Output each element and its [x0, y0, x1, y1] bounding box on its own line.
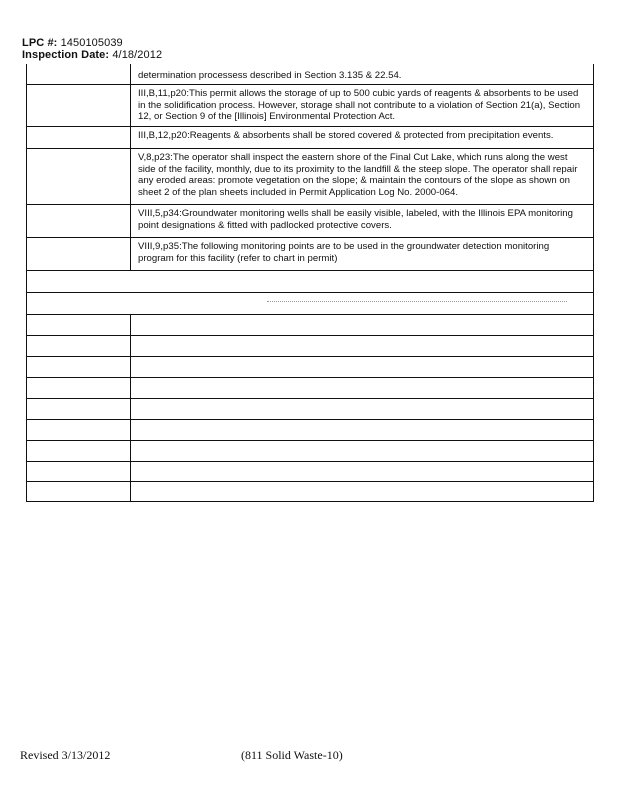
blank-cell	[27, 271, 593, 292]
table-row	[27, 335, 593, 356]
form-number: (811 Solid Waste-10)	[241, 748, 343, 762]
blank-cell	[131, 357, 593, 377]
blank-cell	[27, 357, 131, 377]
row-status-cell	[27, 85, 131, 126]
table-row-full	[27, 270, 593, 292]
condition-text: V,8,p23:The operator shall inspect the eastern shore of the Final Cut Lake, which runs along the west side of the facility, monthly, due to its proximity to the landfill & the steep slope. The operator shall repair any eroded areas: promote vegetation on the slope; & maintain the contours of the slope as shown on sheet 2 of the plan sheets included in Permit Application Log No. 2000-064.	[138, 152, 578, 198]
lpc-label: LPC #:	[22, 37, 58, 49]
row-status-cell	[27, 64, 131, 84]
inspection-date	[22, 49, 162, 61]
revised-date: Revised 3/13/2012	[20, 748, 111, 762]
table-row	[27, 419, 593, 440]
condition-text: determination processess described in Section 3.135 & 22.54.	[138, 70, 402, 81]
blank-cell	[131, 482, 593, 501]
blank-cell	[27, 293, 593, 314]
blank-cell	[27, 315, 131, 335]
inspection-value: 4/18/2012	[112, 49, 163, 61]
permit-conditions-table	[26, 64, 594, 502]
blank-cell	[27, 441, 131, 461]
lpc-number	[22, 37, 123, 49]
blank-cell	[27, 399, 131, 419]
table-row	[27, 356, 593, 377]
table-row	[27, 84, 593, 126]
lpc-value: 1450105039	[60, 37, 123, 49]
blank-cell	[131, 441, 593, 461]
blank-cell	[27, 336, 131, 356]
table-row	[27, 204, 593, 237]
table-row	[27, 481, 593, 501]
table-row	[27, 398, 593, 419]
blank-cell	[131, 420, 593, 440]
table-row	[27, 440, 593, 461]
condition-text: VIII,5,p34:Groundwater monitoring wells shall be easily visible, labeled, with the Illinois EPA monitoring point designations & fitted with padlocked protective covers.	[138, 208, 573, 231]
condition-text: III,B,12,p20:Reagents & absorbents shall be stored covered & protected from precipitation events.	[138, 130, 554, 141]
blank-cell	[131, 378, 593, 398]
blank-cell	[131, 399, 593, 419]
blank-cell	[27, 420, 131, 440]
inspection-label: Inspection Date:	[22, 49, 110, 61]
table-row-full	[27, 292, 593, 314]
blank-cell	[131, 315, 593, 335]
table-row	[27, 237, 593, 270]
blank-cell	[131, 336, 593, 356]
faint-line	[267, 301, 567, 302]
blank-cell	[27, 462, 131, 481]
blank-cell	[27, 482, 131, 501]
row-status-cell	[27, 205, 131, 237]
condition-text: III,B,11,p20:This permit allows the storage of up to 500 cubic yards of reagents & absorbents to be used in the solidification process. However, storage shall not contribute to a violation of Section 21(a), Section 12, or Section 9 of the [Illinois] Environmental Protection Act.	[138, 88, 581, 122]
table-row	[27, 64, 593, 84]
table-row	[27, 314, 593, 335]
table-row	[27, 377, 593, 398]
blank-cell	[131, 462, 593, 481]
blank-cell	[27, 378, 131, 398]
row-status-cell	[27, 149, 131, 204]
row-status-cell	[27, 127, 131, 148]
table-row	[27, 148, 593, 204]
table-row	[27, 126, 593, 148]
row-status-cell	[27, 238, 131, 270]
table-row	[27, 461, 593, 481]
condition-text: VIII,9,p35:The following monitoring points are to be used in the groundwater detection monitoring program for this facility (refer to chart in permit)	[138, 241, 550, 264]
